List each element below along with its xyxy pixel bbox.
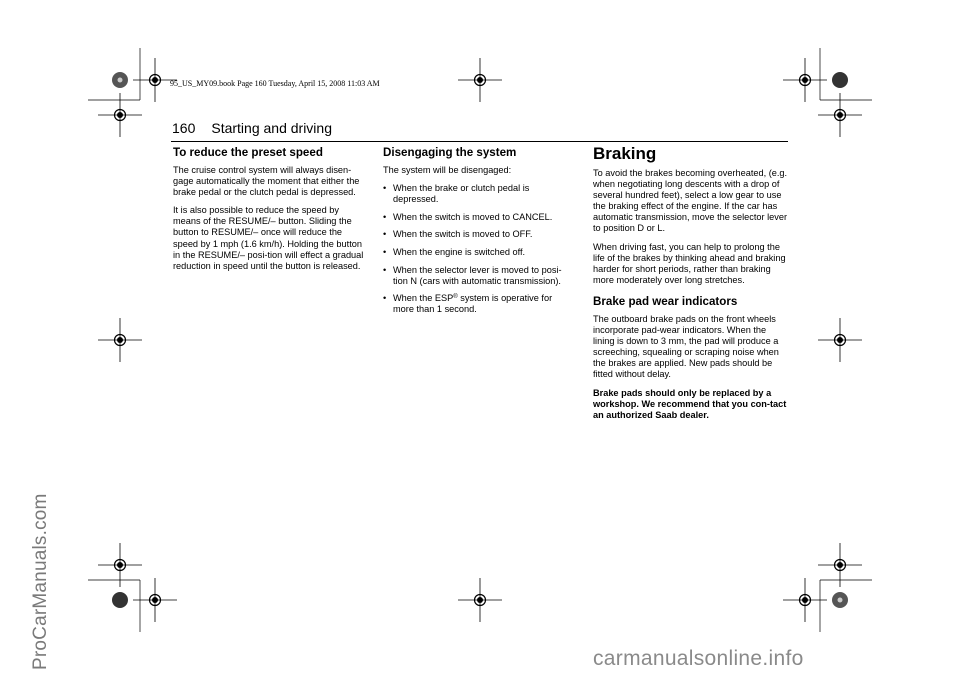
list-item: • When the selector lever is moved to posi-tion N (cars with automatic transmission). xyxy=(383,265,575,287)
disengage-list xyxy=(383,183,575,315)
page-number: 160 xyxy=(172,120,196,136)
list-item: • When the brake or clutch pedal is depressed. xyxy=(383,183,575,205)
paragraph: The system will be disengaged: xyxy=(383,165,512,175)
paragraph: It is also possible to reduce the speed by means of the RESUME/– button. Sliding the button to RESUME/– once will reduce the speed by 1 mph (1.6 km/h). Holding the button in the RESUME/– posi-tion will effect a gradual reduction in speed until the button is released. xyxy=(173,205,364,271)
heading-disengaging: Disengaging the system xyxy=(383,146,517,159)
side-watermark-text: ProCarManuals.com xyxy=(30,493,51,670)
paragraph: The cruise control system will always disen-gage automatically the moment that either the brake pedal or the clutch pedal is depressed. xyxy=(173,165,360,198)
esp-text: When the ESP xyxy=(393,293,454,304)
list-item: • When the engine is switched off. xyxy=(383,247,575,258)
section-title: Starting and driving xyxy=(211,120,332,136)
paragraph: To avoid the brakes becoming overheated, (e.g. when negotiating long descents with a drop of several hundred feet), select a low gear to use the braking effect of the engine. If the car has automatic transmission, move the selector lever to position D or L. xyxy=(593,168,788,234)
footer-watermark: carmanualsonline.info xyxy=(593,647,804,670)
list-item xyxy=(383,293,575,315)
column-3 xyxy=(593,146,788,428)
book-info: 95_US_MY09.book Page 160 Tuesday, April 15, 2008 11:03 AM xyxy=(170,79,380,88)
side-watermark xyxy=(22,250,52,670)
paragraph: When driving fast, you can help to prolong the life of the brakes by thinking ahead and braking harder for short periods, rather than braking more moderately over long stretches. xyxy=(593,241,786,285)
bold-paragraph: Brake pads should only be replaced by a workshop. We recommend that you con-tact an authorized Saab dealer. xyxy=(593,387,787,420)
registered-mark: ® xyxy=(453,294,458,301)
list-item: • When the switch is moved to CANCEL. xyxy=(383,212,575,223)
solid-target-bl xyxy=(112,592,128,608)
paragraph: The outboard brake pads on the front wheels incorporate pad-wear indicators. When the lining is down to 3 mm, the pad will produce a screeching, squealing or scraping noise when the brakes are applied. New pads should be fitted without delay. xyxy=(593,313,779,380)
heading-reduce-speed: To reduce the preset speed xyxy=(173,146,323,159)
list-item: • When the switch is moved to OFF. xyxy=(383,229,575,240)
heading-braking: Braking xyxy=(593,144,657,163)
column-1 xyxy=(173,146,365,279)
star-target-br xyxy=(832,592,848,608)
esp-text-rest: system is operative for more than 1 second. xyxy=(393,293,553,315)
star-target-tl xyxy=(112,72,128,88)
column-2 xyxy=(383,146,575,322)
header-rule xyxy=(171,141,788,142)
heading-brake-pad: Brake pad wear indicators xyxy=(593,294,738,308)
solid-target-tr xyxy=(832,72,848,88)
page-header xyxy=(172,120,332,136)
